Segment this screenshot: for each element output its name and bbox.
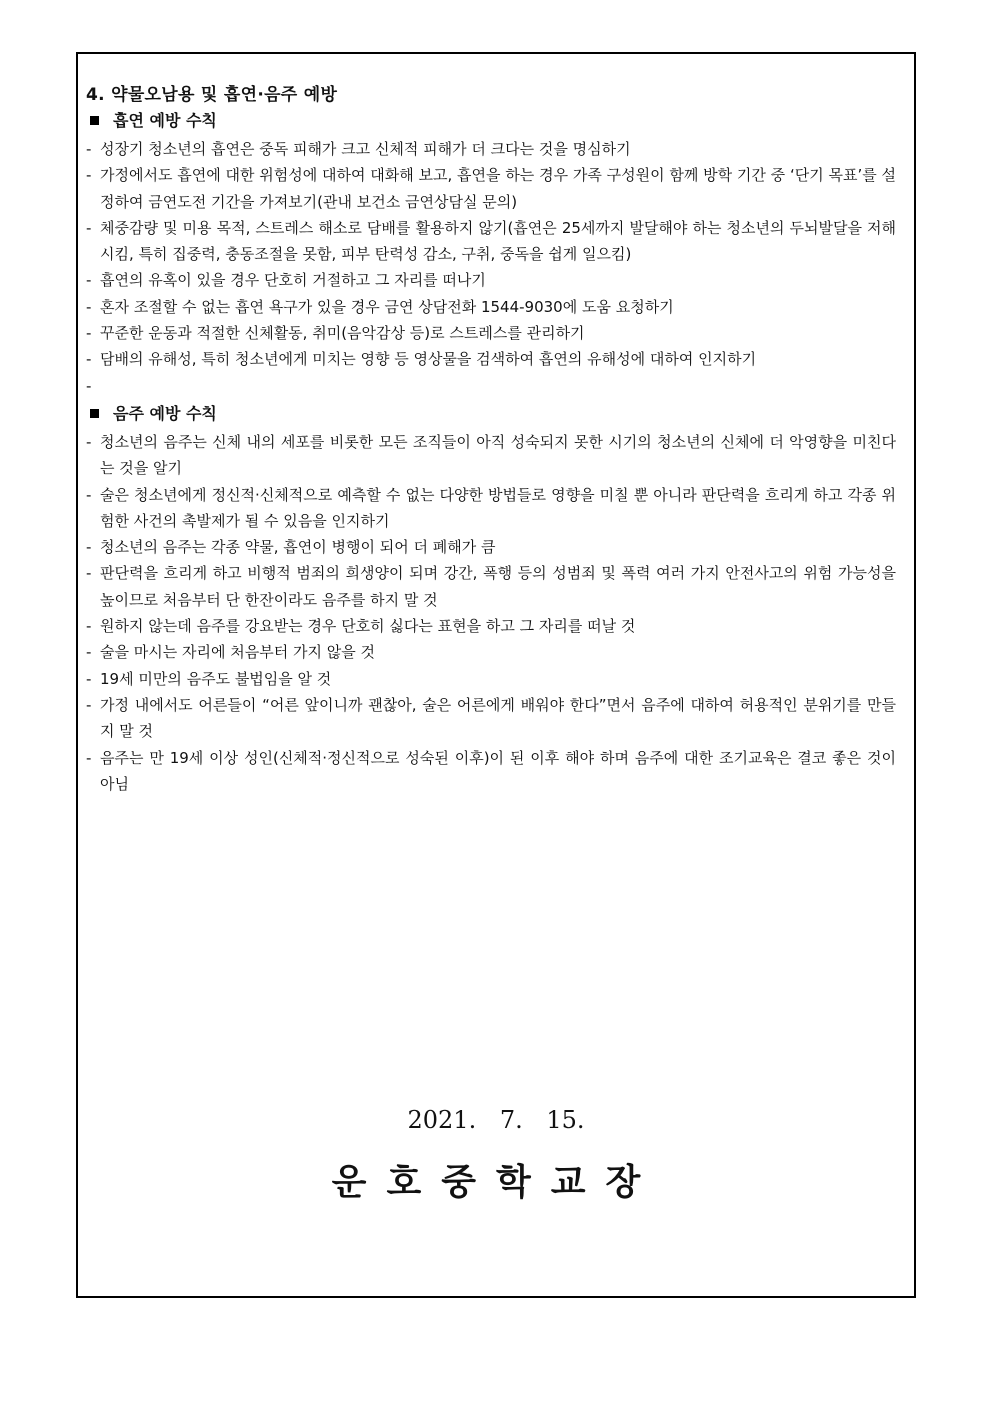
list-item: - 흡연의 유혹이 있을 경우 단호히 거절하고 그 자리를 떠나기	[86, 267, 896, 293]
section-title: 4. 약물오남용 및 흡연·음주 예방	[86, 85, 338, 105]
smoking-heading	[86, 110, 896, 132]
list-item: - 판단력을 흐리게 하고 비행적 범죄의 희생양이 되며 강간, 폭행 등의 성범죄 및 폭력 여러 가지 안전사고의 위험 가능성을 높이므로 처음부터 단 한잔이라도 음주를 하지 말 것	[86, 560, 896, 613]
list-item: - 19세 미만의 음주도 불법임을 알 것	[86, 666, 896, 692]
smoking-heading-text: 흡연 예방 수칙	[113, 111, 217, 130]
drinking-heading	[86, 403, 896, 425]
principal-signature: 운호중학교장	[331, 1161, 661, 1203]
list-item: - 담배의 유해성, 특히 청소년에게 미치는 영향 등 영상물을 검색하여 흡연의 유해성에 대하여 인지하기	[86, 346, 896, 372]
list-item: - 가정 내에서도 어른들이 “어른 앞이니까 괜찮아, 술은 어른에게 배워야 한다”면서 음주에 대하여 허용적인 분위기를 만들지 말 것	[86, 692, 896, 745]
list-item: - 가정에서도 흡연에 대한 위험성에 대하여 대화해 보고, 흡연을 하는 경우 가족 구성원이 함께 방학 기간 중 ‘단기 목표’를 설정하여 금연도전 기간을 가져보기(관내 보건소 금연상담실 문의)	[86, 162, 896, 215]
square-bullet-icon	[90, 409, 99, 418]
document-date: 2021. 7. 15.	[407, 1106, 585, 1134]
list-item: - 청소년의 음주는 신체 내의 세포를 비롯한 모든 조직들이 아직 성숙되지 못한 시기의 청소년의 신체에 더 악영향을 미친다는 것을 알기	[86, 429, 896, 482]
list-item: - 음주는 만 19세 이상 성인(신체적·정신적으로 성숙된 이후)이 된 이후 해야 하며 음주에 대한 조기교육은 결코 좋은 것이 아님	[86, 745, 896, 798]
list-item: - 술을 마시는 자리에 처음부터 가지 않을 것	[86, 639, 896, 665]
list-item: - 성장기 청소년의 흡연은 중독 피해가 크고 신체적 피해가 더 크다는 것을 명심하기	[86, 136, 896, 162]
smoking-list	[86, 136, 896, 399]
list-item: - 꾸준한 운동과 적절한 신체활동, 취미(음악감상 등)로 스트레스를 관리하기	[86, 320, 896, 346]
list-item: - 청소년의 음주는 각종 약물, 흡연이 병행이 되어 더 폐해가 큼	[86, 534, 896, 560]
list-item: - 혼자 조절할 수 없는 흡연 욕구가 있을 경우 금연 상담전화 1544-9030에 도움 요청하기	[86, 294, 896, 320]
list-item: - 원하지 않는데 음주를 강요받는 경우 단호히 싫다는 표현을 하고 그 자리를 떠날 것	[86, 613, 896, 639]
document-content	[86, 84, 896, 797]
drinking-list	[86, 429, 896, 797]
drinking-heading-text: 음주 예방 수칙	[113, 403, 217, 423]
list-item	[86, 373, 896, 399]
list-item: - 체중감량 및 미용 목적, 스트레스 해소로 담배를 활용하지 않기(흡연은 25세까지 발달해야 하는 청소년의 두뇌발달을 저해시킴, 특히 집중력, 충동조절을 못함, 피부 탄력성 감소, 구취, 중독을 쉽게 일으킴)	[86, 215, 896, 268]
document-frame	[76, 52, 916, 1298]
list-item: - 술은 청소년에게 정신적·신체적으로 예측할 수 없는 다양한 방법들로 영향을 미칠 뿐 아니라 판단력을 흐리게 하고 각종 위험한 사건의 촉발제가 될 수 있음을 인지하기	[86, 482, 896, 535]
square-bullet-icon	[90, 116, 99, 125]
